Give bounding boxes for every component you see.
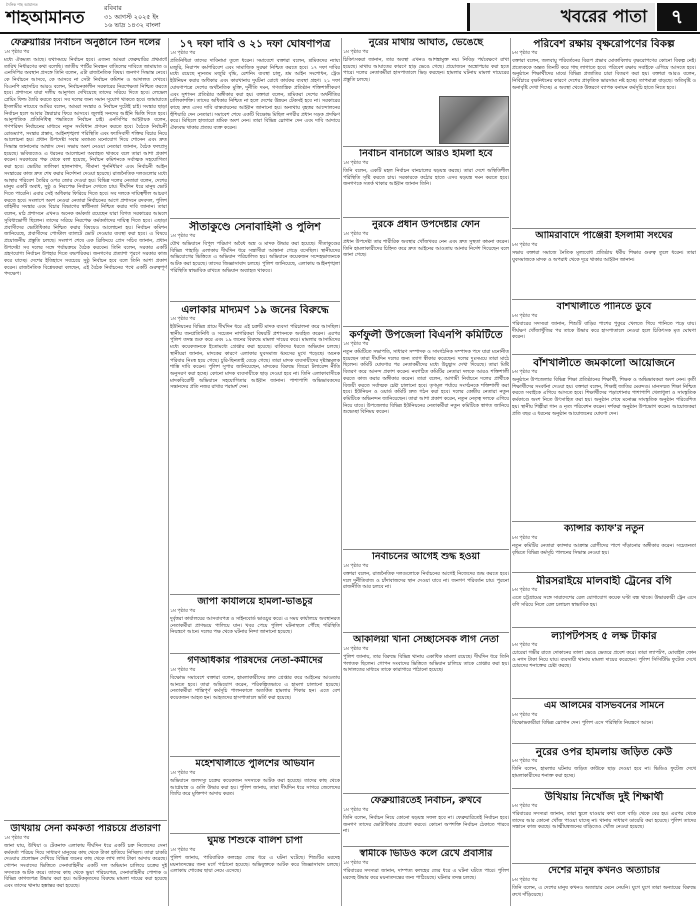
continuation-tag: ৮ম পৃষ্ঠার পর <box>512 51 538 57</box>
story-headline: নুরকে প্রধান উপদেষ্টার ফোন <box>372 220 480 230</box>
story-body: পুলিশ জানায়, পারিবারিক কলহের জের ধরে এ ঘটনা ঘটেছে। শিশুটির মরদেহ ময়নাতদন্তের জন্য মর্গে পাঠানো হয়েছে। অভিযুক্তকে আটক করে জিজ্ঞাসাবাদ চলছে। এলাকায় শোকের ছায়া নেমে এসেছে। <box>170 854 340 875</box>
story-body: দুর্বৃত্তরা কার্যালয়ের আসবাবপত্র ও সাইনবোর্ড ভাঙচুর করে। এ সময় কার্যালয়ে অবস্থানরত নেতাকর্মীরা প্রাণভয়ে পালিয়ে যান। খবর পেয়ে পুলিশ ঘটনাস্থলে পৌঁছে পরিস্থিতি নিয়ন্ত্রণে আনে। দলের পক্ষ থেকে ঘটনার নিন্দা জানানো হয়েছে। <box>170 615 340 636</box>
story-headline: ফেব্রুয়ারির নির্বাচন অনুষ্ঠানে তিন দলের <box>10 38 161 48</box>
story-divider <box>512 521 696 522</box>
story-japa-office-attack <box>170 597 340 651</box>
story-cancer-caf <box>512 524 696 570</box>
story-divider <box>343 326 509 327</box>
story-headline: আকলিয়া খানা সেচ্ছাসেবক লীগ নেতা <box>353 635 499 645</box>
story-headline: জাপা কার্যালয়ে হামলা-ভাঙচুর <box>197 597 313 607</box>
story-body: মধ্যে ঐকমত্য আছে। যথাসময়ে নির্বাচন হবে। এজন্য আমরা ফেব্রুয়ারির প্রথমার্ধে তারিখ নির্ধারণের কথা বলেছি। জাতীয় পার্টির নিবন্ধন বাতিলের দাবিতে জামায়াত ও এনসিপির অবস্থান প্রসঙ্গে তিনি বলেন, এটা রাজনৈতিক বিষয়। জনগণ সিদ্ধান্ত নেবে। কে নির্বাচনে আসবে, কে আসবে না সেটা নির্বাচন কমিশন ও আদালত দেখবে। বিএনপি মহাসচিব আরও বলেন, নির্বাচনকালীন সরকারের নিরপেক্ষতা নিশ্চিত করতে হবে। প্রশাসনে যারা দলীয় আনুগত্য দেখিয়েছে তাদের সরিয়ে দিতে হবে। লেভেল প্লেয়িং ফিল্ড তৈরি করতে হবে। সব দলের জন্য সমান সুযোগ থাকতে হবে। জামায়াতে ইসলামীর নায়েবে আমির বলেন, আমরা সংস্কার ও নির্বাচন দুটোই চাই। সংস্কার ছাড়া নির্বাচন হলে আবার স্বৈরাচার ফিরে আসবে। জুলাই সনদের আইনি ভিত্তি দিতে হবে। আনুপাতিক প্রতিনিধিত্ব পদ্ধতিতে নির্বাচন চাই। এনসিপির আহ্বায়ক বলেন, গণপরিষদ নির্বাচনের মাধ্যমে নতুন সংবিধান প্রণয়ন করতে হবে। বৈঠকে নির্বাচনী রোডম্যাপ, সংস্কার প্রস্তাব, আইনশৃঙ্খলা পরিস্থিতি এবং ফ্যাসিবাদী শক্তির বিচার নিয়ে আলোচনা হয়। প্রধান উপদেষ্টা সবার মতামত মনোযোগ দিয়ে শোনেন এবং দ্রুত সিদ্ধান্ত জানানোর আশ্বাস দেন। সভায় অংশ নেওয়া নেতারা জানান, বৈঠক ফলপ্রসূ হয়েছে। ভবিষ্যতেও এ ধরনের আলোচনা অব্যাহত থাকবে বলে তারা আশা প্রকাশ করেন। সরকারের পক্ষ থেকে বলা হয়েছে, নির্বাচন কমিশনকে সর্বাত্মক সহযোগিতা করা হবে। ভোটার তালিকা হালনাগাদ, সীমানা পুনর্নির্ধারণ এবং নির্বাচনী আইন সংস্কারের কাজ দ্রুত শেষ করার নির্দেশনা দেওয়া হয়েছে। রাজনৈতিক দলগুলোর মধ্যে আস্থার পরিবেশ তৈরির ওপর জোর দেওয়া হয়। বিভিন্ন দলের নেতারা বলেন, দেশের মানুষ একটি অবাধ, সুষ্ঠু ও নিরপেক্ষ নির্বাচন দেখতে চায়। দীর্ঘদিন ধরে মানুষ ভোট দিতে পারেনি। এবার সেই অধিকার ফিরিয়ে দিতে হবে। সব দলকে দায়িত্বশীল আচরণ করতে হবে। সংলাপে অংশ নেওয়া নেতারা নির্বাচনের আগে প্রশাসনে রদবদল, পুলিশ বাহিনীর সংস্কার এবং বিচার বিভাগের স্বাধীনতা নিশ্চিত করার দাবি জানান। তারা বলেন, মাঠ প্রশাসনে এখনও অনেক কর্মকর্তা রয়েছেন যারা বিগত সরকারের আমলে সুবিধাভোগী ছিলেন। তাদের সরিয়ে নিরপেক্ষ কর্মকর্তাদের দায়িত্ব দিতে হবে। এছাড়া প্রবাসীদের ভোটাধিকার নিশ্চিত করার বিষয়েও আলোচনা হয়। নির্বাচন কমিশন জানিয়েছে, প্রবাসীদের পোস্টাল ব্যালটে ভোট দেওয়ার ব্যবস্থা করা হবে। এ বিষয়ে প্রয়োজনীয় প্রস্তুতি চলছে। সংলাপ শেষে এক ব্রিফিংয়ে প্রেস সচিব জানান, প্রধান উপদেষ্টা সব দলের সঙ্গে পর্যায়ক্রমে বৈঠক করবেন। তিনি বলেন, সরকার একটি গ্রহণযোগ্য নির্বাচন উপহার দিতে বদ্ধপরিকর। জনগণের প্রত্যাশা পূরণে সরকার কাজ করে যাচ্ছে। দেশের ইতিহাসে সবচেয়ে সুষ্ঠু নির্বাচন হবে বলে তিনি আশা প্রকাশ করেন। রাজনৈতিক বিশ্লেষকরা বলছেন, এই বৈঠক নির্বাচনের পথে একটি গুরুত্বপূর্ণ পদক্ষেপ। <box>4 56 167 278</box>
story-divider <box>343 146 509 147</box>
story-gono-odhikar <box>170 656 340 754</box>
logo-tagline: দৈনিক শাহ আমানত <box>6 2 38 7</box>
continuation-tag: ৮ম পৃষ্ঠার পর <box>512 712 538 718</box>
story-headline: ঘুমন্ত শিশুকে বালিশ চাপা <box>207 836 303 846</box>
story-headline: উখিয়ায় সেনা কর্মকর্তা পরিচয়ে প্রতারণা <box>10 824 161 834</box>
continuation-tag: ১ম পৃষ্ঠার পর <box>343 231 369 237</box>
story-amirabad-sangha <box>512 231 696 297</box>
story-divider <box>343 632 509 633</box>
story-ukhiya-fraud <box>4 824 167 906</box>
story-body: যৌথ অভিযানে বিপুল পরিমাণ অবৈধ অস্ত্র ও মাদক উদ্ধার করা হয়েছে। সীতাকুণ্ডের বিভিন্ন পাহাড়ি এলাকায় দীর্ঘদিন ধরে সন্ত্রাসীরা আস্তানা গেড়ে বসেছিল। স্থানীয়দের অভিযোগের ভিত্তিতে এ অভিযান পরিচালিত হয়। অভিযানে কয়েকজন সন্দেহভাজনকে আটক করা হয়েছে। তাদের জিজ্ঞাসাবাদ চলছে। পুলিশ জানিয়েছে, এলাকায় আইনশৃঙ্খলা পরিস্থিতি স্বাভাবিক রাখতে অভিযান অব্যাহত থাকবে। <box>170 241 340 274</box>
story-ukhiya-missing-students <box>512 791 696 861</box>
continuation-tag: ৮ম পৃষ্ঠার পর <box>512 588 538 594</box>
story-headline: নুরের ওপর হামলায় জড়িত কেউ <box>535 746 673 758</box>
story-drug-case-19 <box>170 304 340 592</box>
story-divider <box>512 627 696 628</box>
story-child-pillow <box>170 836 340 906</box>
story-headline: দেশের মানুষ কখনও অত্যাচার <box>548 866 660 876</box>
column-1 <box>4 38 167 906</box>
column-4 <box>512 38 696 906</box>
story-body: অভিযানে জলদস্যু চক্রের কয়েকজন সদস্যকে আটক করা হয়েছে। তাদের কাছ থেকে আগ্নেয়াস্ত্র ও গুলি উদ্ধার করা হয়। পুলিশ জানায়, তারা দীর্ঘদিন ধরে সাগরে জেলেদের জিম্মি করে মুক্তিপণ আদায় করত। <box>170 777 340 798</box>
continuation-tag: ৮ম পৃষ্ঠার পর <box>512 643 538 649</box>
story-banshkhali-drowning <box>512 302 696 352</box>
continuation-tag: ১ম পৃষ্ঠার পর <box>170 51 196 57</box>
story-divider <box>343 793 509 794</box>
continuation-tag: ১ম পৃষ্ঠার পর <box>170 317 196 323</box>
story-mirsarai-train <box>512 575 696 625</box>
story-headline: আমিরাবাদে পাঞ্জেরী ইসলামী সংঘের <box>535 231 673 241</box>
story-headline: মীরসরাইয়ে মালবাহী ট্রেনের বগি <box>536 575 672 587</box>
story-headline: মহেশখালীতে পুলিশের অভিযান <box>195 759 315 769</box>
story-body: চোরেরা গভীর রাতে দোকানের তালা ভেঙে ভেতরে প্রবেশ করে। তারা ল্যাপটপ, মোবাইল ফোন ও নগদ টাকা নিয়ে যায়। ব্যবসায়ী থানায় মামলা দায়ের করেছেন। পুলিশ সিসিটিভি ফুটেজ দেখে চোরদের শনাক্তের চেষ্টা করছে। <box>512 650 696 670</box>
story-divider <box>4 820 167 821</box>
story-headline: নির্বাচন বানচালে আরও হামলা হবে <box>359 149 493 159</box>
story-body: জানা যায়, উখিয়া ও টেকনাফ এলাকায় দীর্ঘদিন ধরে একটি চক্র নিজেদের সেনা কর্মকর্তা পরিচয় দিয়ে সাধারণ মানুষের কাছ থেকে টাকা হাতিয়ে নিচ্ছিল। তারা চাকরি দেওয়ার প্রলোভন দেখিয়ে বিভিন্ন জনের কাছ থেকে লাখ লাখ টাকা আদায় করেছে। গোপন সংবাদের ভিত্তিতে সেনাবাহিনীর একটি দল অভিযান চালিয়ে চক্রের দুই সদস্যকে আটক করে। তাদের কাছ থেকে ভুয়া পরিচয়পত্র, সেনাবাহিনীর পোশাক ও বিভিন্ন কাগজপত্র উদ্ধার করা হয়। আটককৃতদের বিরুদ্ধে মামলা দায়ের করা হয়েছে এবং তাদের থানায় হস্তান্তর করা হয়েছে। <box>4 842 167 890</box>
section-title: খবরের পাতা <box>560 7 647 27</box>
story-body: তিনি বলেন, একটি মহল নির্বাচন বানচালের ষড়যন্ত্র করছে। তারা দেশে অস্থিতিশীল পরিস্থিতি সৃষ্টি করতে চায়। সরকারকে কঠোর হাতে এসব ষড়যন্ত্র দমন করতে হবে। জনগণকে সতর্ক থাকার আহ্বান জানান তিনি। <box>343 167 509 188</box>
story-body: নতুন কমিটির নেতারা ক্যান্সার আক্রান্ত রোগীদের পাশে দাঁড়ানোর অঙ্গীকার করেন। সচেতনতা বৃদ্ধিতে বিভিন্ন কর্মসূচি পালনের সিদ্ধান্ত নেওয়া হয়। <box>512 542 696 556</box>
story-moheshkhali-raid <box>170 759 340 831</box>
story-headline: এম আলমের বাসভবনের সামনে <box>543 701 665 711</box>
story-divider <box>343 217 509 218</box>
story-election-attack-warning <box>343 149 509 215</box>
story-headline: ক্যান্সার ক্যাফ'র নতুন <box>564 524 644 534</box>
story-body: পুলিশ জানায়, তার বিরুদ্ধে বিভিন্ন থানায় একাধিক মামলা রয়েছে। দীর্ঘদিন ধরে তিনি পলাতক ছিলেন। গোপন সংবাদের ভিত্তিতে অভিযান চালিয়ে তাকে গ্রেপ্তার করা হয়। আদালতের মাধ্যমে তাকে কারাগারে পাঠানো হয়েছে। <box>343 653 509 674</box>
story-divider <box>170 218 340 219</box>
newspaper-logo <box>6 2 101 30</box>
story-headline: ল্যাপটপসহ ৫ লক্ষ টাকার <box>551 630 657 642</box>
story-headline: উখিয়ায় নিখোঁজ দুই শিক্ষার্থী <box>544 791 664 803</box>
column-2 <box>170 38 340 906</box>
section-banner <box>467 3 655 31</box>
story-divider <box>170 833 340 834</box>
story-divider <box>170 594 340 595</box>
story-body: সভায় বক্তারা সমাজে নৈতিক মূল্যবোধ প্রতিষ্ঠায় ধর্মীয় শিক্ষার গুরুত্ব তুলে ধরেন। তারা যুবসমাজকে মাদক ও অপরাধ থেকে দূরে থাকার আহ্বান জানান। <box>512 249 696 263</box>
story-headline: ফেব্রুয়ারিতেই নির্বাচন, রুখবে <box>370 796 482 806</box>
story-divider <box>512 863 696 864</box>
story-divider <box>512 354 696 355</box>
story-headline: ১৭ দফা দাবি ও ২১ দফা ঘোষণাপত্র <box>179 38 331 50</box>
story-expat-video-call <box>343 849 509 906</box>
story-divider <box>512 572 696 573</box>
story-headline: বাঁশখালীতে পানিতে ডুবে <box>556 302 652 312</box>
story-divider <box>170 653 340 654</box>
story-headline: গণঅধিকার পরিষদের নেতা-কর্মীদের <box>187 656 323 666</box>
story-headline: বাঁশখালীতে জমকালো আয়োজনে <box>533 357 675 369</box>
masthead <box>0 0 700 34</box>
continuation-tag: ১ম পৃষ্ঠার পর <box>170 234 196 240</box>
story-body: নতুন কমিটিতে সভাপতি, সাধারণ সম্পাদক ও সাংগঠনিক সম্পাদক পদে যারা মনোনীত হয়েছেন তারা দীর্ঘদিন দলের জন্য ত্যাগ স্বীকার করেছেন। দলের দুঃসময়ে তারা মাঠে ছিলেন। কমিটি ঘোষণার পর নেতাকর্মীদের মধ্যে উচ্ছ্বাস দেখা দিয়েছে। তারা মিষ্টি বিতরণ করে আনন্দ প্রকাশ করেন। নবগঠিত কমিটির নেতারা দলকে আরও শক্তিশালী করতে কাজ করার অঙ্গীকার করেন। তারা বলেন, আগামী নির্বাচনে দলের প্রার্থীকে বিজয়ী করতে সর্বাত্মক চেষ্টা চালানো হবে। তৃণমূল পর্যায়ে সংগঠনকে শক্তিশালী করা হবে। ইউনিয়ন ও ওয়ার্ড কমিটি দ্রুত গঠন করা হবে। দলের কেন্দ্রীয় নেতারা নতুন কমিটিকে অভিনন্দন জানিয়েছেন। তারা আশা প্রকাশ করেন, নতুন নেতৃত্ব দলকে এগিয়ে নিয়ে যাবে। উপজেলার বিভিন্ন ইউনিয়নের নেতাকর্মীরা নতুন কমিটিকে স্বাগত জানিয়ে শুভেচ্ছা বিনিময় করেন। <box>343 349 509 416</box>
weekday: রবিবার <box>104 4 122 12</box>
story-body: এতে চট্টগ্রামের সঙ্গে সারাদেশের রেল যোগাযোগ কয়েক ঘণ্টা বন্ধ থাকে। উদ্ধারকারী ট্রেন এসে বগি সরিয়ে নিলে রেল চলাচল স্বাভাবিক হয়। <box>512 595 696 608</box>
english-date: ৩১ আগস্ট ২০২৫ ইং <box>104 12 159 21</box>
story-body: বিক্ষোভকারীরা বিভিন্ন স্লোগান দেন। পুলিশ এসে পরিস্থিতি নিয়ন্ত্রণে আনে। <box>512 719 654 726</box>
story-m-alam-residence <box>512 701 696 741</box>
story-divider <box>512 743 696 744</box>
continuation-tag: ৮ম পৃষ্ঠার পর <box>512 370 538 376</box>
story-headline: নুরের মাথায় আঘাত, ভেঙেছে <box>368 38 484 48</box>
story-headline: কর্ণফুলী উপজেলা বিএনপি কমিটিতে <box>349 329 503 341</box>
continuation-tag: ১ম পৃষ্ঠার পর <box>343 342 369 348</box>
story-nur-head-injury <box>343 38 509 98</box>
story-body: তিনি বলেন, হামলার ঘটনায় জড়িত কাউকে ছাড় দেওয়া হবে না। ভিডিও ফুটেজ দেখে হামলাকারীদের শনাক্ত করা হচ্ছে। <box>512 766 696 779</box>
story-body: পরিবারের সদস্যরা জানান, শিশুটি বাড়ির পাশের পুকুরে খেলতে গিয়ে পানিতে পড়ে যায়। দীর্ঘক্ষণ খোঁজাখুঁজির পর তাকে উদ্ধার করে হাসপাতালে নেওয়া হলে চিকিৎসক মৃত ঘোষণা করেন। <box>512 320 696 341</box>
story-akbarshah-volunteer-league <box>343 635 509 791</box>
story-election-february <box>4 38 167 816</box>
continuation-tag: ৮ম পৃষ্ঠার পর <box>512 804 538 810</box>
column-3 <box>343 38 509 906</box>
continuation-tag: ১ম পৃষ্ঠার পর <box>343 807 369 813</box>
story-february-election-resist <box>343 796 509 844</box>
story-headline: নির্বাচনের আগেই শুদ্ধ হওয়া <box>372 552 480 562</box>
story-body: তিনি বলেন, নির্বাচন নিয়ে কোনো ষড়যন্ত্র সফল হবে না। ফেব্রুয়ারিতেই নির্বাচন হবে। জনগণ তাদের ভোটাধিকার প্রয়োগ করবে। কোনো অপশক্তি নির্বাচন ঠেকাতে পারবে না। <box>343 814 509 835</box>
continuation-tag: ১ম পৃষ্ঠার পর <box>4 49 30 55</box>
continuation-tag: ১ম পৃষ্ঠার পর <box>343 49 369 55</box>
column-rule <box>168 38 169 906</box>
story-17-demands <box>170 38 340 216</box>
story-laptop-theft <box>512 630 696 696</box>
continuation-tag: ১ম পৃষ্ঠার পর <box>4 835 30 841</box>
continuation-tag: ১ম পৃষ্ঠার পর <box>343 563 369 569</box>
logo-wordmark: শাহআমানত <box>6 8 85 28</box>
story-body: প্রধান উপদেষ্টা তার শারীরিক অবস্থার খোঁজখবর নেন এবং দ্রুত সুস্থতা কামনা করেন। তিনি হামলাকারীদের চিহ্নিত করে দ্রুত আইনের আওতায় আনার নির্দেশ দিয়েছেন বলে জানা গেছে। <box>343 238 509 259</box>
story-divider <box>343 549 509 550</box>
story-nur-attack-involved <box>512 746 696 786</box>
story-divider <box>170 301 340 302</box>
continuation-tag: ১ম পৃষ্ঠার পর <box>170 770 196 776</box>
story-divider <box>170 756 340 757</box>
story-body: অনুষ্ঠানে উপজেলার বিভিন্ন শিক্ষা প্রতিষ্ঠানের শিক্ষার্থী, শিক্ষক ও অভিভাবকরা অংশ নেন। কৃতী শিক্ষার্থীদের সংবর্ধনা দেওয়া হয়। বক্তারা বলেন, শিক্ষাই জাতির মেরুদণ্ড। মানসম্মত শিক্ষা নিশ্চিত করতে সবাইকে এগিয়ে আসতে হবে। শিক্ষার্থীদের পড়াশোনার পাশাপাশি খেলাধুলা ও সাংস্কৃতিক কর্মকাণ্ডে অংশ নিতে উৎসাহিত করা হয়। অনুষ্ঠান শেষে মনোজ্ঞ সাংস্কৃতিক অনুষ্ঠান পরিবেশিত হয়। স্থানীয় শিল্পীরা গান ও নৃত্য পরিবেশন করেন। দর্শকরা অনুষ্ঠান উপভোগ করেন। আয়োজকরা প্রতি বছর এ ধরনের অনুষ্ঠান আয়োজনের ঘোষণা দেন। <box>512 377 696 417</box>
story-body: বিক্ষোভ সমাবেশে বক্তারা বলেন, হামলাকারীদের দ্রুত গ্রেপ্তার করে আইনের আওতায় আনতে হবে। তারা অভিযোগ করেন, পরিকল্পিতভাবে এ হামলা চালানো হয়েছে। নেতাকর্মীরা শান্তিপূর্ণ কর্মসূচি পালনকালে অতর্কিত হামলার শিকার হন। এতে বেশ কয়েকজন আহত হন। আহতদের হাসপাতালে ভর্তি করা হয়েছে। <box>170 674 340 702</box>
continuation-tag: ৮ম পৃষ্ঠার পর <box>512 313 538 319</box>
story-body: পরিবারের সদস্যরা জানান, দাম্পত্য কলহের জের ধরে এ ঘটনা ঘটতে পারে। পুলিশ মরদেহ উদ্ধার করে ময়নাতদন্তের জন্য পাঠিয়েছে। ঘটনার তদন্ত চলছে। <box>343 867 509 881</box>
continuation-tag: ৮ম পৃষ্ঠার পর <box>512 535 538 541</box>
story-karnaphuli-bnp <box>343 329 509 547</box>
story-banshkhali-event <box>512 357 696 519</box>
story-headline: স্বামীকে ভিডিও কলে রেখে প্রবাসীর <box>359 849 493 859</box>
story-body: চিকিৎসকরা জানান, তার অবস্থা এখনও আশঙ্কামুক্ত নয়। নিবিড় পর্যবেক্ষণে রাখা হয়েছে। মাথায় আঘাতের কারণে হাড় ভেঙে গেছে। প্রয়োজনে অস্ত্রোপচার করা হতে পারে। দলের নেতাকর্মীরা হাসপাতালে ভিড় করছেন। হামলার ঘটনায় মামলা দায়েরের প্রস্তুতি চলছে। <box>343 56 509 84</box>
story-sitakunda-army <box>170 221 340 299</box>
story-headline: পরিবেশ রক্ষায় বৃক্ষরোপণের বিকল্প <box>533 38 675 50</box>
continuation-tag: ১ম পৃষ্ঠার পর <box>170 667 196 673</box>
page-number: ৭ <box>657 3 697 31</box>
story-body: বক্তারা বলেন, রাজনৈতিক দলগুলোকে নির্বাচনের আগেই নিজেদের শুদ্ধ করতে হবে। দলে দুর্নীতিবাজ ও চাঁদাবাজদের স্থান দেওয়া যাবে না। জনগণ পরিবর্তন চায়। পুরনো রাজনীতি আর চলবে না। <box>343 570 509 591</box>
story-advisor-call <box>343 220 509 324</box>
bangla-date: ১৬ ভাদ্র ১৪৩২ বাংলা <box>104 21 161 29</box>
story-body: ইউনিয়নের বিভিন্ন গ্রামে দীর্ঘদিন ধরে এই চক্রটি মাদক ব্যবসা পরিচালনা করে আসছিল। স্থানীয় জনপ্রতিনিধি ও সচেতন নাগরিকরা বিষয়টি প্রশাসনকে অবহিত করেন। এরপর পুলিশ তদন্ত শুরু করে এবং ১৯ জনের বিরুদ্ধে মামলা দায়ের করে। মামলার আসামিদের মধ্যে কয়েকজনকে ইতোমধ্যে গ্রেপ্তার করা হয়েছে। বাকিদের ধরতে অভিযান চলছে। স্থানীয়রা জানান, মাদকের কারণে এলাকার যুবসমাজ ধ্বংসের মুখে পড়েছে। অনেক পরিবার নিঃস্ব হয়ে গেছে। চুরি-ছিনতাই বেড়ে গেছে। তারা মাদক ব্যবসায়ীদের দৃষ্টান্তমূলক শাস্তি দাবি করেন। পুলিশ সুপার জানিয়েছেন, মাদকের বিরুদ্ধে জিরো টলারেন্স নীতি অনুসরণ করা হচ্ছে। কোনো মাদক ব্যবসায়ীকে ছাড় দেওয়া হবে না। তিনি এলাকাবাসীকে মাদকবিরোধী অভিযানে সহযোগিতার আহ্বান জানান। পাশাপাশি অভিভাবকদের সন্তানদের প্রতি নজর রাখার পরামর্শ দেন। <box>170 324 340 391</box>
column-rule <box>341 38 342 906</box>
story-people-never-tolerate <box>512 866 696 906</box>
story-headline: এলাকার মাদ্যমণ ১৯ জনের বিরুদ্ধে <box>181 304 329 316</box>
story-body: প্রতিনিধিরা তাদের দাবিনামা তুলে ধরেন। সমাবেশে বক্তারা বলেন, শ্রমিকদের ন্যায্য মজুরি, নিরাপদ কর্মপরিবেশ এবং সামাজিক সুরক্ষা নিশ্চিত করতে হবে। ১৭ দফা দাবির মধ্যে রয়েছে ন্যূনতম মজুরি বৃদ্ধি, রেশনিং ব্যবস্থা চালু, শ্রম আইন সংশোধন, ট্রেড ইউনিয়ন করার অধিকার এবং কারখানায় দুর্ঘটনা রোধে কার্যকর ব্যবস্থা গ্রহণ। ২১ দফা ঘোষণাপত্রে দেশের অর্থনৈতিক মুক্তি, দুর্নীতি দমন, গণতান্ত্রিক প্রতিষ্ঠান শক্তিশালীকরণ এবং সুশাসন প্রতিষ্ঠার অঙ্গীকার করা হয়। বক্তারা বলেন, শ্রমিকরা দেশের অর্থনীতির চালিকাশক্তি। তাদের অধিকার নিশ্চিত না হলে দেশের উন্নয়ন টেকসই হবে না। সরকারের কাছে দ্রুত এসব দাবি বাস্তবায়নের আহ্বান জানানো হয়। অন্যথায় বৃহত্তর আন্দোলনের হুঁশিয়ারি দেন নেতারা। সমাবেশ শেষে একটি বিক্ষোভ মিছিল নগরীর প্রধান সড়ক প্রদক্ষিণ করে। মিছিলে হাজারো শ্রমিক অংশ নেন। তারা বিভিন্ন স্লোগান দেন এবং দাবি আদায়ে ঐক্যবদ্ধ থাকার প্রত্যয় ব্যক্ত করেন। <box>170 58 340 132</box>
continuation-tag: ৮ম পৃষ্ঠার পর <box>512 759 538 765</box>
continuation-tag: ১ম পৃষ্ঠার পর <box>343 646 369 652</box>
dateline <box>104 4 161 30</box>
story-headline: সীতাকুণ্ডে সেনাবাহিনী ও পুলিশ <box>189 221 321 233</box>
continuation-tag: ৮ম পৃষ্ঠার পর <box>512 242 538 248</box>
continuation-tag: ১ম পৃষ্ঠার পর <box>170 847 196 853</box>
column-rule <box>510 38 511 906</box>
story-divider <box>512 698 696 699</box>
story-body: পরিবারের সদস্যরা জানান, তারা স্কুলে যাওয়ার কথা বলে বাড়ি থেকে বের হয়। এরপর থেকে তাদের আর কোনো খোঁজ পাওয়া যাচ্ছে না। থানায় সাধারণ ডায়েরি করা হয়েছে। পুলিশ তাদের সন্ধানে কাজ করছে। আত্মীয়স্বজনের বাড়িতেও খোঁজ নেওয়া হয়েছে। <box>512 811 696 831</box>
story-body: তিনি বলেন, এ দেশের মানুষ কখনও অত্যাচার মেনে নেয়নি। যুগে যুগে তারা অন্যায়ের বিরুদ্ধে রুখে দাঁড়িয়েছে। <box>512 884 696 898</box>
continuation-tag: ১ম পৃষ্ঠার পর <box>170 608 196 614</box>
story-tree-plantation <box>512 38 696 226</box>
story-body: বক্তারা বলেন, জলবায়ু পরিবর্তনের বিরূপ প্রভাব মোকাবিলায় বৃক্ষরোপণের কোনো বিকল্প নেই। প্রত্যেককে অন্তত তিনটি করে গাছ লাগাতে হবে। পরিবেশ রক্ষায় সবাইকে এগিয়ে আসতে হবে। অনুষ্ঠানে শিক্ষার্থীদের মাঝে বিভিন্ন প্রজাতির চারা বিতরণ করা হয়। বক্তারা আরও বলেন, নির্বিচারে বৃক্ষনিধনের কারণে দেশের প্রাকৃতিক ভারসাম্য নষ্ট হচ্ছে। তাপমাত্রা বাড়ছে। অতিবৃষ্টি ও অনাবৃষ্টি দেখা দিচ্ছে। এ অবস্থা থেকে উত্তরণে ব্যাপক বনায়ন কর্মসূচি হাতে নিতে হবে। <box>512 58 696 91</box>
continuation-tag: ১ম পৃষ্ঠার পর <box>343 860 369 866</box>
news-photo <box>439 96 509 144</box>
story-divider <box>512 788 696 789</box>
story-divider <box>512 228 696 229</box>
story-divider <box>343 846 509 847</box>
story-divider <box>512 299 696 300</box>
continuation-tag: ৮ম পৃষ্ঠার পর <box>512 877 538 883</box>
continuation-tag: ১ম পৃষ্ঠার পর <box>343 160 369 166</box>
story-purify-before-election <box>343 552 509 630</box>
